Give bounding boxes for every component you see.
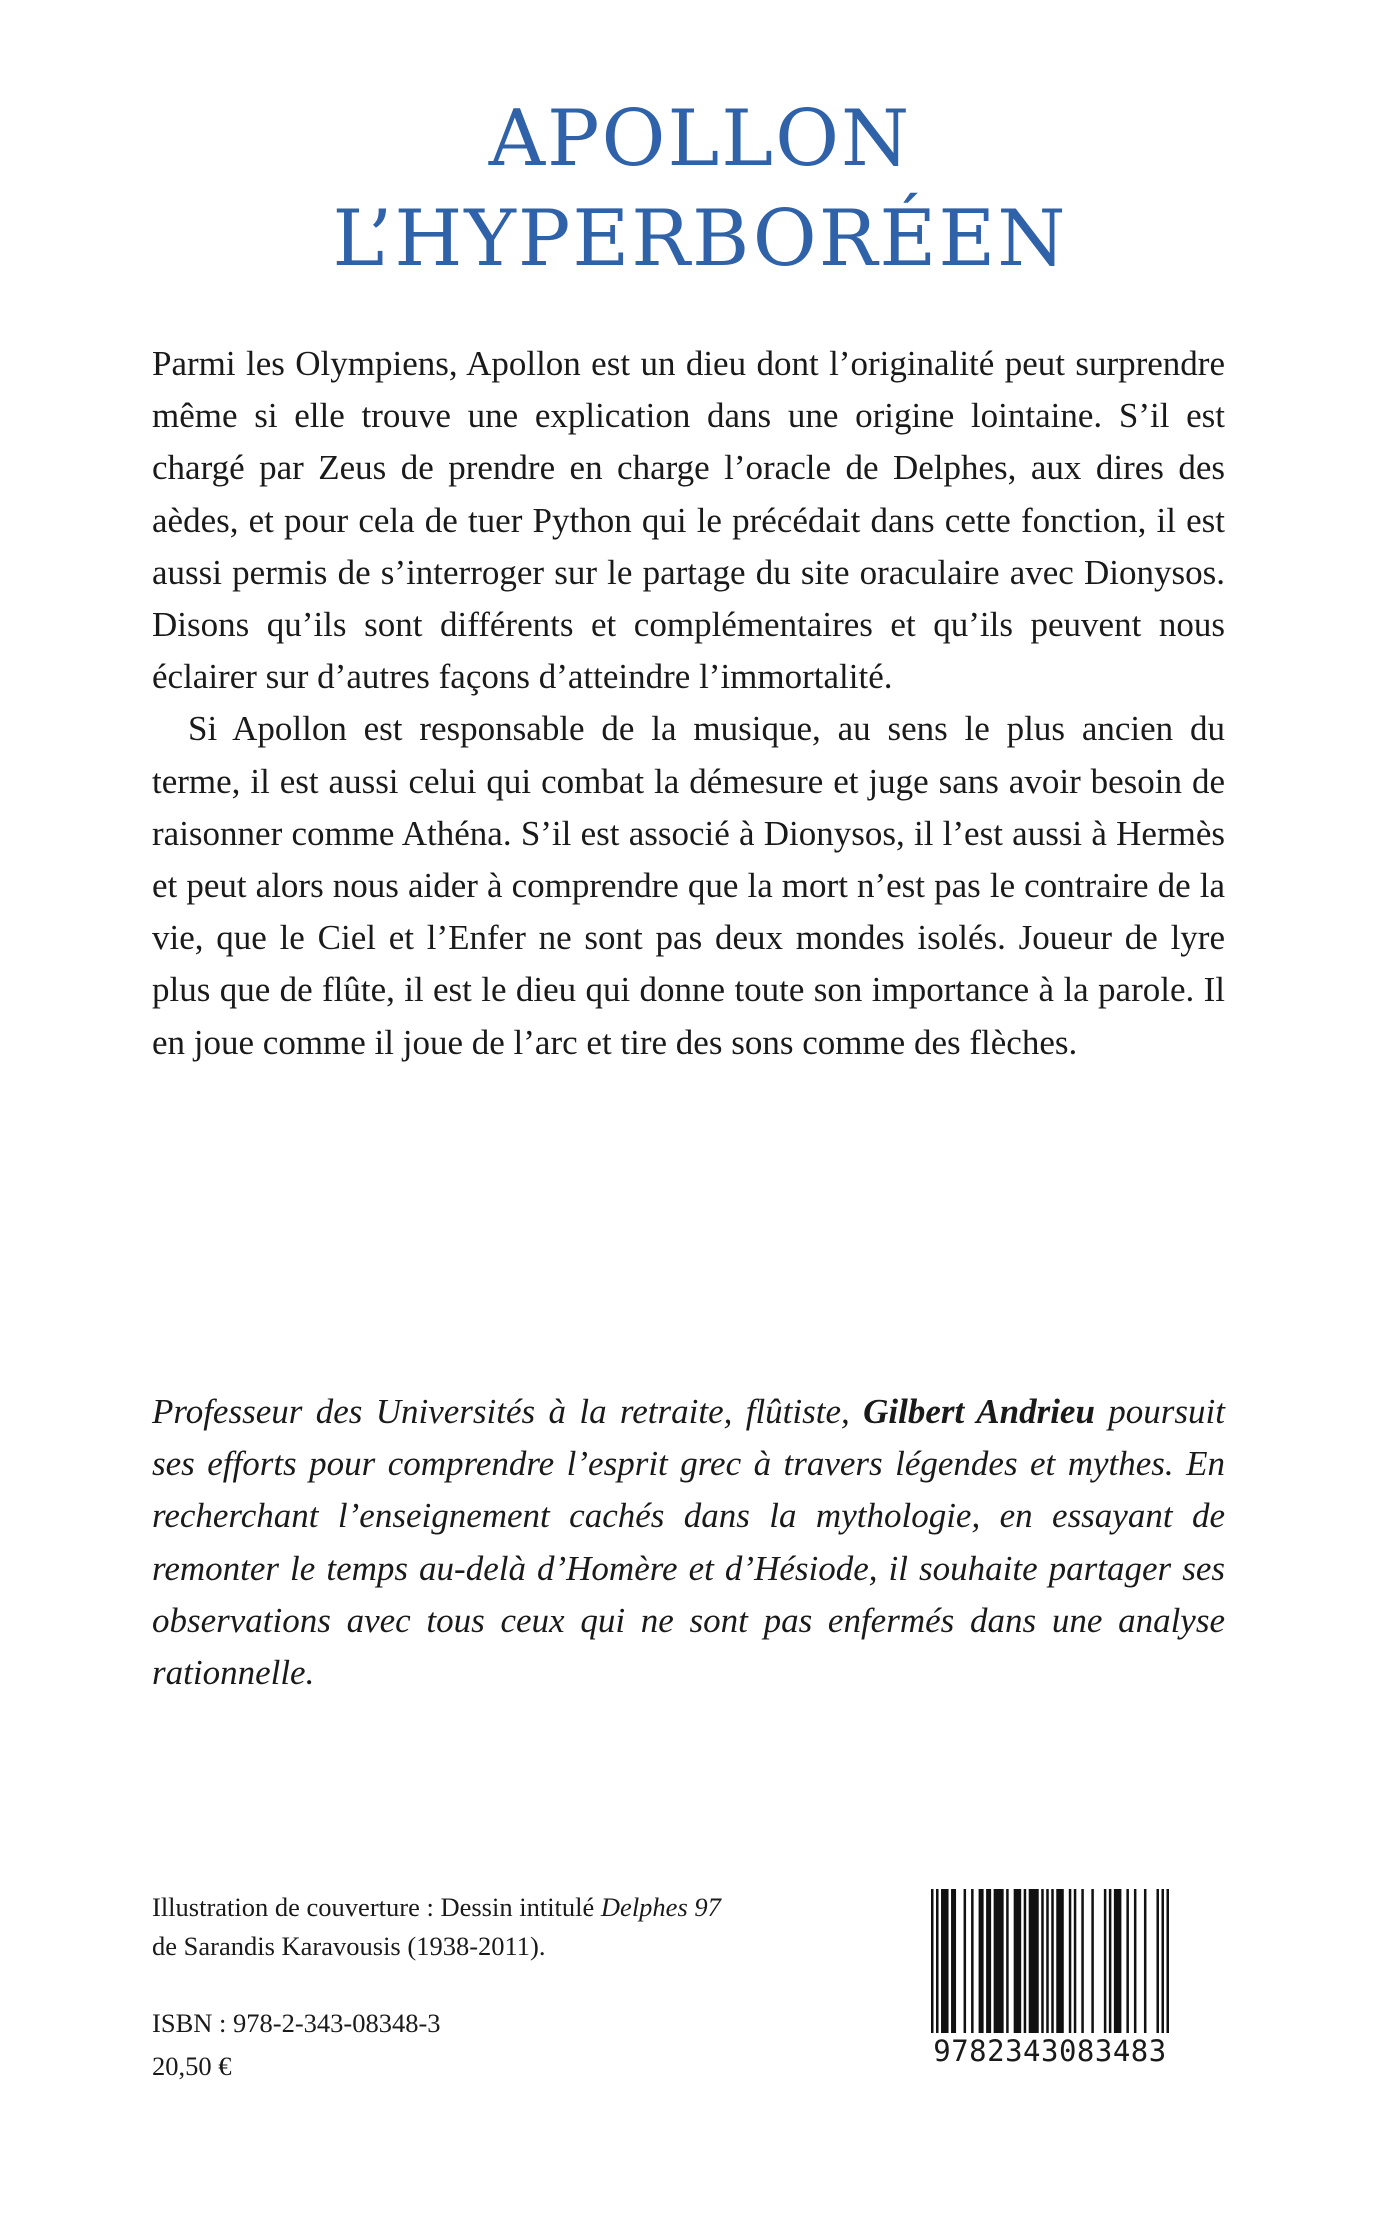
barcode <box>925 1887 1175 2077</box>
author-bio-text: poursuit ses efforts pour comprendre l’esprit grec à travers légendes et mythes. En recherchant l’enseignement cachés dans la mythologie, en essayant de remonter le temps au-delà d’Homère et d’Hésiode, il souhaite partager ses observations avec tous ceux qui ne sont pas enfermés dans une analyse rationnelle. <box>152 1392 1225 1693</box>
barcode-bars <box>925 1887 1175 2035</box>
barcode-bar-11 <box>1024 1889 1027 2033</box>
barcode-bar-29 <box>1166 1889 1169 2033</box>
summary-paragraph-1: Parmi les Olympiens, Apollon est un dieu dont l’originalité peut surprendre même si elle trouve une explication dans une origine lointaine. S’il est chargé par Zeus de prendre en charge l’oracle de Delphes, aux dires des aèdes, et pour cela de tuer Python qui le précédait dans cette fonction, il est aussi permis de s’interroger sur le partage du site oraculaire avec Dionysos. Disons qu’ils sont différents et complémentaires et qu’ils peuvent nous éclairer sur d’autres façons d’atteindre l’immortalité. <box>152 344 1225 697</box>
barcode-bar-28 <box>1161 1889 1164 2033</box>
barcode-bar-27 <box>1156 1889 1159 2033</box>
barcode-bar-6 <box>979 1889 984 2033</box>
summary-paragraph-2: Si Apollon est responsable de la musique, au sens le plus ancien du terme, il est aussi celui qui combat la démesure et juge sans avoir besoin de raisonner comme Athéna. S’il est associé à Dionysos, il l’est aussi à Hermès et peut alors nous aider à comprendre que la mort n’est pas le contraire de la vie, que le Ciel et l’Enfer ne sont pas deux mondes isolés. Joueur de lyre plus que de flûte, il est le dieu qui donne toute son importance à la parole. Il en joue comme il joue de l’arc et tire des sons comme des flèches. <box>152 709 1225 1062</box>
barcode-bar-21 <box>1104 1889 1107 2033</box>
barcode-bar-16 <box>1056 1889 1064 2033</box>
barcode-bar-5 <box>971 1889 974 2033</box>
barcode-bar-24 <box>1126 1889 1129 2033</box>
barcode-bar-17 <box>1069 1889 1072 2033</box>
barcode-bar-23 <box>1114 1889 1122 2033</box>
barcode-bar-9 <box>1006 1889 1009 2033</box>
credit-prefix: Illustration de couverture : Dessin intitulé <box>152 1892 601 1922</box>
price: 20,50 € <box>152 2051 232 2081</box>
author-name: Gilbert Andrieu <box>863 1392 1095 1431</box>
credit-suffix: de Sarandis Karavousis (1938-2011). <box>152 1931 546 1961</box>
barcode-bar-25 <box>1134 1889 1137 2033</box>
isbn: ISBN : 978-2-343-08348-3 <box>152 2008 441 2038</box>
barcode-bar-19 <box>1081 1889 1084 2033</box>
barcode-bar-20 <box>1091 1889 1094 2033</box>
barcode-bar-15 <box>1051 1889 1054 2033</box>
barcode-bar-7 <box>986 1889 991 2033</box>
barcode-bar-18 <box>1074 1889 1077 2033</box>
barcode-bar-13 <box>1041 1889 1044 2033</box>
author-bio <box>152 1386 1225 1699</box>
book-title-line-1: APOLLON <box>488 94 912 184</box>
barcode-bar-1 <box>936 1889 939 2033</box>
barcode-bar-0 <box>931 1889 934 2033</box>
barcode-bar-10 <box>1014 1889 1022 2033</box>
book-summary <box>152 338 1225 1069</box>
barcode-bar-12 <box>1029 1889 1039 2033</box>
barcode-bar-3 <box>951 1889 956 2033</box>
book-title-line-2: L’HYPERBORÉEN <box>332 194 1068 284</box>
credit-artwork-title: Delphes 97 <box>600 1892 721 1922</box>
barcode-bar-26 <box>1144 1889 1147 2033</box>
barcode-bar-14 <box>1046 1889 1049 2033</box>
barcode-bar-4 <box>964 1889 967 2033</box>
barcode-bar-22 <box>1109 1889 1112 2033</box>
author-bio-intro: Professeur des Universités à la retraite, flûtiste, <box>152 1392 864 1431</box>
barcode-digits: 9782343083483 <box>933 2034 1167 2068</box>
barcode-bar-2 <box>941 1889 949 2033</box>
barcode-bar-8 <box>994 1889 1004 2033</box>
cover-illustration-credit <box>152 1888 872 1966</box>
